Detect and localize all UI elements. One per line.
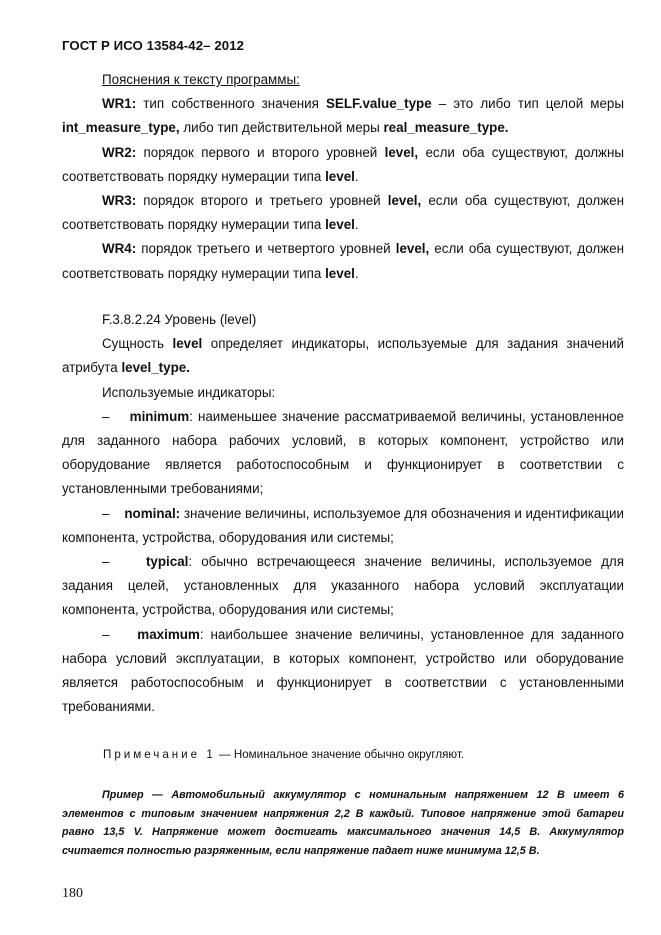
indicator-term: maximum [137,626,200,642]
indicator-minimum [62,405,624,502]
rule-term: level, [384,144,419,160]
rule-term: real_measure_type. [383,120,509,136]
rule-text: тип собственного значения [136,96,326,112]
rule-term: level, [387,193,422,209]
section-title: F.3.8.2.24 Уровень (level) [102,312,257,327]
indicator-text: значение величины, используемое для обозначения и идентификации компонента, устройства, оборудования или системы; [62,505,625,545]
document-code-header: ГОСТ Р ИСО 13584-42– 2012 [62,38,245,53]
rule-term: int_measure_type, [62,120,180,136]
indicator-text: : обычно встречающееся значение величины, используемое для задания целей, установленных для указанного набора условий эксплуатации компонента, устройства, оборудования или системы; [62,554,624,618]
explanations-heading-text: Пояснения к тексту программы: [102,72,300,87]
rule-term: level [325,168,355,184]
rule-wr1 [62,92,624,140]
list-dash: – [102,505,110,521]
rule-text: если оба существуют, должны соответствовать порядку нумерации типа [62,144,624,184]
rule-wr4 [62,237,624,285]
rule-wr3 [62,189,624,237]
section-intro [62,332,624,380]
explanations-heading [62,68,624,92]
indicator-term: typical [145,554,189,570]
indicator-typical [62,550,624,623]
level-section [62,308,624,719]
rule-wr2 [62,141,624,189]
rule-label: WR1: [102,96,137,112]
indicator-nominal [62,502,624,550]
list-dash: – [102,408,110,424]
indicator-text: : наибольшее значение величины, установленное для заданного набора условий эксплуатации, в которых компонент, устройство или оборудование является работоспособным и функционирует в соответствии с установленными требованиями. [62,626,625,715]
rule-term: level [325,265,355,281]
rule-text: порядок третьего и четвертого уровней [136,241,396,257]
rule-text: порядок первого и второго уровней [136,144,385,160]
intro-text: Сущность [102,336,173,352]
rule-term: level, [395,241,430,257]
rule-term: level [325,217,355,233]
note-1 [103,748,464,761]
rule-text: либо тип действительной меры [179,120,384,136]
intro-text: определяет индикаторы, используемые для задания значений атрибута [62,336,624,376]
rule-text: порядок второго и третьего уровней [136,193,388,209]
intro-term: level [172,336,203,352]
rule-text: – это либо тип целой меры [431,96,624,112]
rule-term: SELF.value_type [325,96,432,112]
indicator-term: nominal: [124,505,181,521]
rule-text: . [354,168,359,184]
rule-text: . [354,217,359,233]
example-paragraph: Пример — Автомобильный аккумулятор с номинальным напряжением 12 В имеет 6 элементов с типовым значением напряжения 2,2 В каждый. Типовое напряжение этой батареи равно 13,5 V. Напряжение может достигать максимального значения 14,5 В. Аккумулятор считается полностью разряженным, если напряжение падает ниже минимума 12,5 В. [62,789,624,857]
indicator-maximum [62,623,624,720]
list-dash: – [102,626,110,642]
rule-label: WR2: [102,144,137,160]
note-label: Примечание 1 [103,748,216,761]
indicator-term: minimum [129,408,190,424]
rule-text: если оба существуют, должен соответствовать порядку нумерации типа [62,241,624,281]
explanations-block [62,68,624,286]
rule-text: . [354,265,359,281]
indicator-text: : наименьшее значение рассматриваемой величины, установленное для заданного набора рабочих условий, в которых компонент, устройство или оборудование является работоспособным и функционирует в соответствии с установленными требованиями; [62,408,624,497]
note-text: — Номинальное значение обычно округляют. [215,748,465,761]
page-number: 180 [62,886,83,901]
intro-term: level_type. [121,360,190,376]
indicators-heading: Используемые индикаторы: [102,384,276,400]
list-dash: – [102,554,110,570]
rule-label: WR3: [102,193,137,209]
rule-text: если оба существуют, должен соответствовать порядку нумерации типа [62,193,624,233]
rule-label: WR4: [102,241,137,257]
